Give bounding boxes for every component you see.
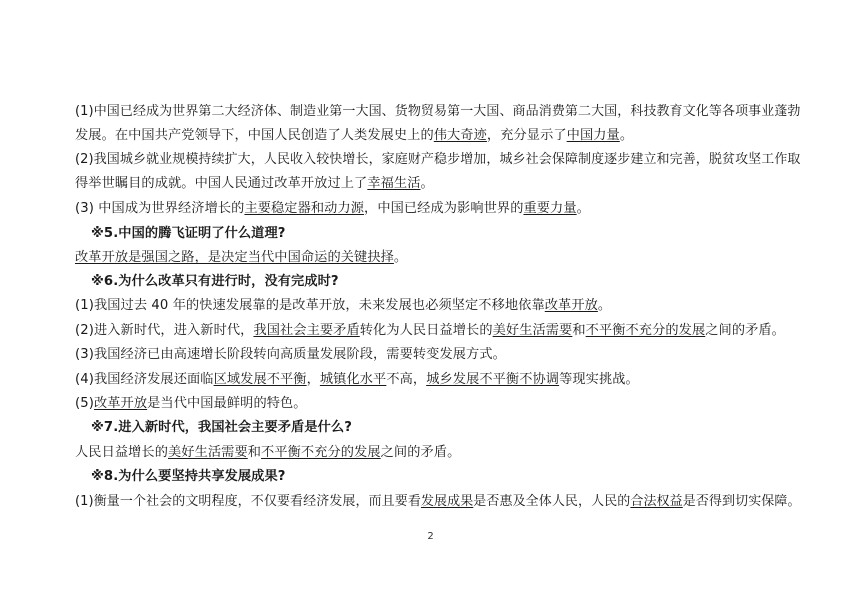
text-line (75, 201, 590, 217)
text-segment: 是否惠及全体人民，人民的 (473, 494, 631, 509)
text-segment: 。 (619, 128, 634, 143)
underlined-key-phrase: 城镇化水平 (319, 372, 387, 387)
text-segment: 和 (572, 323, 586, 338)
underlined-key-phrase: 中国力量 (566, 128, 620, 143)
section-heading (91, 274, 339, 290)
text-segment: 。 (420, 176, 434, 191)
text-line (75, 128, 633, 144)
underlined-key-phrase: 城乡发展不平衡不协调 (426, 372, 560, 387)
text-segment: (4)我国经济发展还面临 (75, 372, 214, 387)
text-segment: (5) (75, 396, 94, 411)
text-segment: 。 (597, 298, 612, 313)
text-segment: (2)我国城乡就业规模持续扩大，人民收入较快增长，家庭财产稳步增加，城乡社会保障制度逐步建立和完善，脱贫攻坚工作取 (75, 152, 801, 167)
text-segment: ※6.为什么改革只有进行时，没有完成时? (91, 274, 339, 289)
text-segment: (3)我国经济已由高速增长阶段转向高质量发展阶段，需要转变发展方式。 (75, 347, 506, 362)
underlined-key-phrase: 改革开放 (93, 396, 148, 411)
underlined-key-phrase: 重要力量 (523, 201, 577, 216)
underlined-key-phrase: 美好生活需要 (492, 323, 573, 338)
text-segment: ， (306, 372, 320, 387)
text-segment: 和 (247, 445, 262, 460)
text-segment: (1)中国已经成为世界第二大经济体、制造业第一大国、货物贸易第一大国、商品消费第二大国，科技教育文化等各项事业蓬勃 (75, 104, 801, 119)
section-heading (91, 469, 286, 485)
text-line (75, 445, 460, 461)
text-segment: ，中国已经成为影响世界的 (364, 201, 524, 216)
text-line (75, 396, 307, 412)
text-segment: 。 (393, 250, 408, 265)
text-segment: ※8.为什么要坚持共享发展成果? (91, 469, 286, 484)
page-number: 2 (427, 531, 434, 542)
text-line (75, 250, 407, 266)
text-line (75, 323, 785, 339)
underlined-key-phrase: 改革开放是强国之路，是决定当代中国命运的关键抉择 (75, 250, 394, 265)
section-heading (91, 226, 286, 242)
text-segment: 是当代中国最鲜明的特色。 (147, 396, 307, 411)
underlined-key-phrase: 伟大奇迹 (433, 128, 487, 143)
text-line (75, 347, 506, 363)
text-segment: 得举世瞩目的成就。中国人民通过改革开放过上了 (75, 176, 368, 191)
text-line (75, 298, 611, 314)
underlined-key-phrase: 发展成果 (420, 494, 474, 509)
text-segment: 转化为人民日益增长的 (359, 323, 493, 338)
text-segment: 不高， (386, 372, 427, 387)
underlined-key-phrase: 区域发展不平衡 (213, 372, 307, 387)
underlined-key-phrase: 幸福生活 (367, 176, 421, 191)
text-segment: 人民日益增长的 (75, 445, 169, 460)
text-segment: 是否得到切实保障。 (682, 494, 801, 509)
text-segment: ※5.中国的腾飞证明了什么道理? (91, 226, 286, 241)
text-segment: (1)衡量一个社会的文明程度，不仅要看经济发展，而且要看 (75, 494, 421, 509)
text-segment: 发展。在中国共产党领导下，中国人民创造了人类发展史上的 (75, 128, 434, 143)
text-line (75, 104, 801, 120)
text-segment: ※7.进入新时代，我国社会主要矛盾是什么? (91, 420, 352, 435)
underlined-key-phrase: 主要稳定器和动力源 (244, 201, 365, 216)
text-segment: 等现实挑战。 (559, 372, 639, 387)
underlined-key-phrase: 美好生活需要 (168, 445, 248, 460)
text-line (75, 494, 801, 510)
text-segment: 之间的矛盾。 (705, 323, 785, 338)
section-heading (91, 420, 352, 436)
underlined-key-phrase: 我国社会主要矛盾 (253, 323, 360, 338)
text-segment: (2)进入新时代，进入新时代， (75, 323, 254, 338)
underlined-key-phrase: 不平衡不充分的发展 (261, 445, 381, 460)
text-segment: 之间的矛盾。 (380, 445, 461, 460)
text-line (75, 176, 434, 192)
text-line (75, 372, 639, 388)
underlined-key-phrase: 改革开放 (544, 298, 598, 313)
text-segment: ，充分显示了 (486, 128, 567, 143)
text-segment: (1)我国过去 40 年的快速发展靠的是改革开放，未来发展也必须坚定不移地依靠 (75, 298, 545, 313)
underlined-key-phrase: 不平衡不充分的发展 (585, 323, 706, 338)
text-line (75, 152, 801, 168)
underlined-key-phrase: 合法权益 (630, 494, 683, 509)
text-segment: (3) 中国成为世界经济增长的 (75, 201, 245, 216)
text-segment: 。 (576, 201, 590, 216)
